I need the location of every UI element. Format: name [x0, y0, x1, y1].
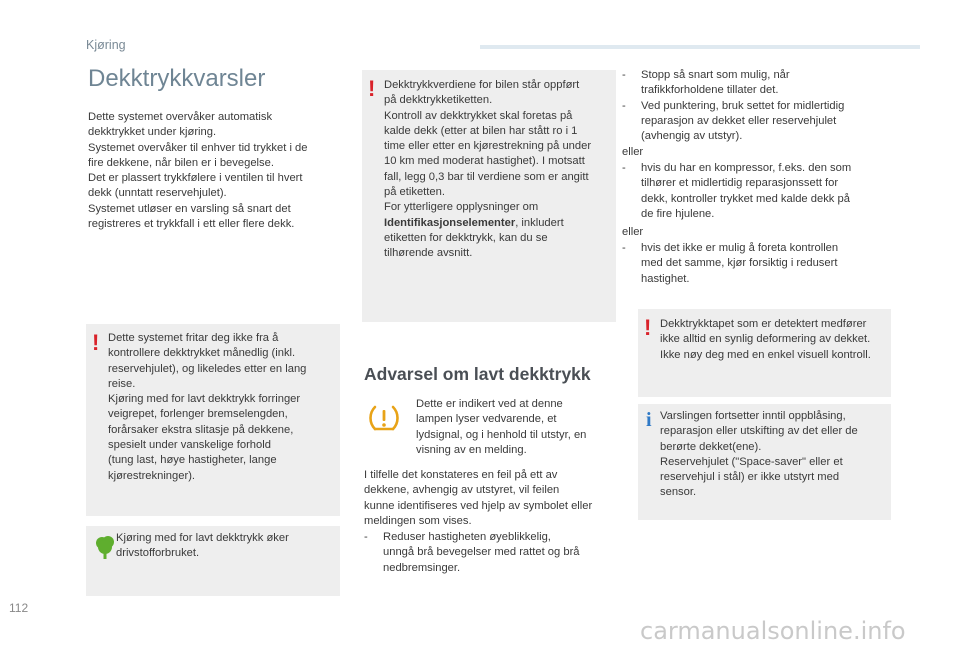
eco-box-text: Kjøring med for lavt dekktrykk øker drivstofforbruket.	[116, 532, 289, 560]
info-box	[638, 404, 891, 520]
or-text: eller	[622, 146, 644, 158]
warning-text-part1: Dekktrykkverdiene for bilen står oppført på dekktrykketiketten. Kontroll av dekktrykket skal foretas på kalde dekk (etter at bilen har stått ro i 1 time eller etter en kjørestrekning på under 10 km med moderat hastighet). I motsatt fall, legg 0,3 bar til verdiene som er angitt på etiketten. For ytterligere opplysninger om	[384, 79, 592, 214]
warning-box-tyre-values	[362, 70, 616, 322]
page-title: Dekktrykkvarsler	[88, 65, 266, 92]
eco-box	[86, 526, 340, 596]
list-item: - Ved punktering, bruk settet for midlertidig reparasjon av dekket eller reservehjulet (avhengig av utstyr).	[622, 99, 892, 145]
intro-text: Dette systemet overvåker automatisk dekktrykket under kjøring. Systemet overvåker til enhver tid trykket i de fire dekkene, når bilen er i bevegelse. Det er plassert trykkfølere i ventilen til hvert dekk (unntatt reservehjulet). Systemet utløser en varsling så snart det registreres et trykkfall i ett eller flere dekk.	[88, 111, 308, 231]
section-header: Kjøring	[86, 38, 126, 52]
info-box-text: Varslingen fortsetter inntil oppblåsing, reparasjon eller utskifting av det eller de berørte dekket(ene). Reservehjulet ("Space-saver" eller et reservehjul i stål) er ikke utstyrt med sensor.	[660, 410, 858, 499]
page-number: 112	[9, 601, 29, 615]
warning-box-text: Dekktrykktapet som er detektert medfører ikke alltid en synlig deformering av dekket. Ikke nøy deg med en enkel visuell kontroll.	[660, 318, 871, 361]
lamp-description: Dette er indikert ved at denne lampen lyser vedvarende, et lydsignal, og i henhold til utstyr, en visning av en melding.	[416, 398, 587, 456]
exclamation-icon: !	[368, 76, 376, 101]
or-text: eller	[622, 226, 644, 238]
warning-box-visual-check	[638, 309, 891, 397]
warning-text-part2: , inkludert etiketten for dekktrykk, kan du se tilhørende avsnitt.	[384, 216, 564, 260]
action-list-a	[622, 68, 892, 144]
warning-box-text	[384, 78, 614, 262]
action-list-c	[622, 241, 892, 287]
action-list-b	[622, 161, 892, 222]
section-heading: Advarsel om lavt dekktrykk	[364, 364, 591, 384]
exclamation-icon: !	[644, 315, 652, 340]
action-list	[364, 530, 618, 576]
warning-box-monthly-check	[86, 324, 340, 516]
warning-box-text: Dette systemet fritar deg ikke fra å kontrollere dekktrykket månedlig (inkl. reservehjulet), og likeledes etter en lang reise. Kjøring med for lavt dekktrykk forringer veigrepet, forlenger bremselengden, forårsaker ekstra slitasje på dekkene, spesielt under vanskelige forhold (tung last, høye hastigheter, lange kjørestrekninger).	[108, 332, 307, 482]
tyre-pressure-warning-icon	[368, 404, 400, 432]
info-icon: i	[646, 409, 652, 431]
list-item: - Stopp så snart som mulig, når trafikkforholdene tillater det.	[622, 68, 892, 99]
header-bar	[480, 45, 920, 49]
eco-tree-icon	[94, 534, 116, 560]
list-item: - hvis det ikke er mulig å foreta kontrollen med det samme, kjør forsiktig i redusert hastighet.	[622, 241, 892, 287]
watermark: carmanualsonline.info	[640, 617, 906, 645]
list-item: - hvis du har en kompressor, f.eks. den som tilhører et midlertidig reparasjonssett for dekk, kontroller trykket med kalde dekk på de fire hjulene.	[622, 161, 892, 222]
identification-link: Identifikasjonselementer	[384, 216, 516, 229]
exclamation-icon: !	[92, 330, 100, 355]
fault-paragraph: I tilfelle det konstateres en feil på ett av dekkene, avhengig av utstyret, vil feilen kunne identifiseres ved hjelp av symbolet eller meldingen som vises.	[364, 469, 593, 527]
list-item: - Reduser hastigheten øyeblikkelig, unngå brå bevegelser med rattet og brå nedbremsinger.	[364, 530, 618, 576]
